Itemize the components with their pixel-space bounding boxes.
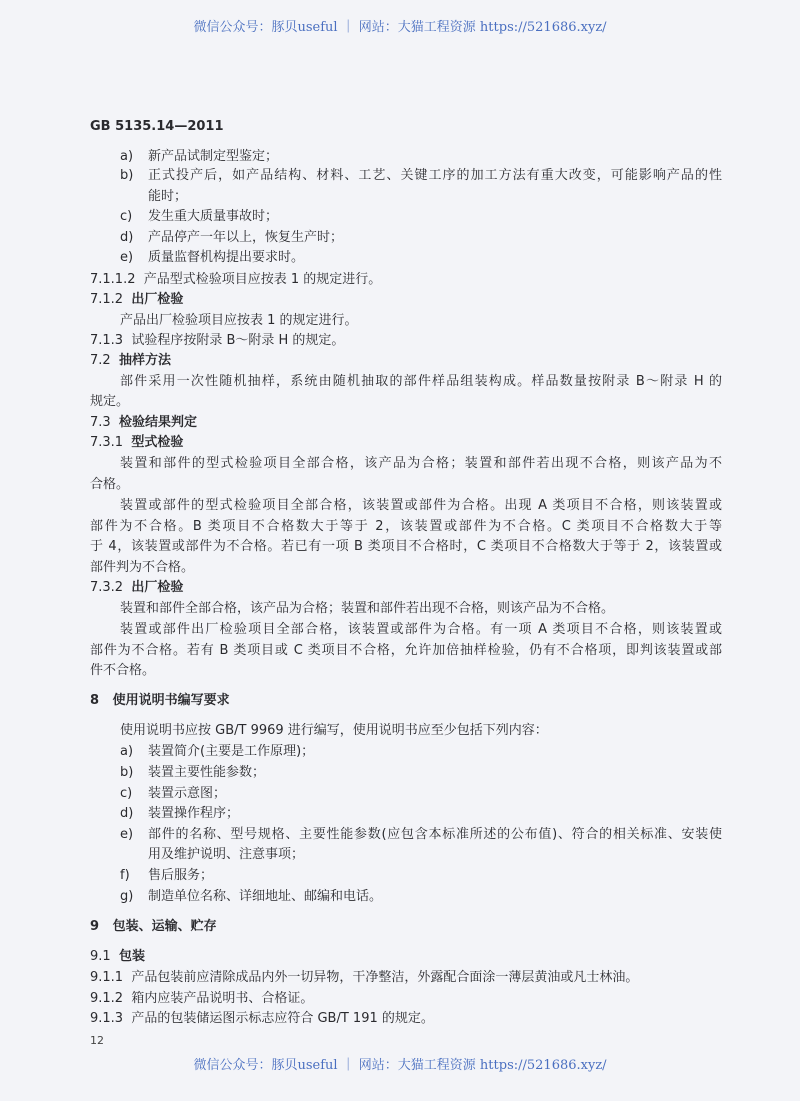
clause-7-2 [90,352,171,370]
item-label: e) [120,827,134,842]
clause-7-3 [90,414,197,432]
paragraph: 使用说明书应按 GB/T 9969 进行编写，使用说明书应至少包括下列内容： [120,723,548,738]
clause-title: 检验结果判定 [118,415,197,430]
item-label: d) [120,230,134,245]
section-8 [90,692,230,710]
clause-number: 7.1.2 [90,292,124,307]
clause-number: 7.2 [90,353,111,368]
item-text: 制造单位名称、详细地址、邮编和电话。 [148,889,383,904]
paragraph-continued: 规定。 [90,394,130,409]
clause-7-1-3 [90,332,344,350]
item-text: 售后服务； [148,868,214,883]
section-title: 使用说明书编写要求 [112,693,230,708]
clause-text: 箱内应装产品说明书、合格证。 [131,991,314,1006]
item-label: b) [120,765,134,780]
paragraph: 产品出厂检验项目应按表 1 的规定进行。 [120,313,358,328]
item-text-continued: 能时； [148,189,188,204]
clause-title: 出厂检验 [131,580,184,595]
clause-text: 产品包装前应清除成品内外一切异物，干净整洁，外露配合面涂一薄层黄油或凡士林油。 [131,970,639,985]
paragraph: 装置或部件的型式检验项目全部合格，该装置或部件为合格。出现 A 类项目不合格，则该装置或 [120,498,722,513]
clause-7-1-2 [90,291,183,309]
clause-number: 7.1.1.2 [90,272,136,287]
paragraph: 装置和部件全部合格，该产品为合格；装置和部件若出现不合格，则该产品为不合格。 [120,601,615,616]
item-text: 质量监督机构提出要求时。 [148,250,305,265]
clause-text: 产品的包装储运图示标志应符合 GB/T 191 的规定。 [131,1011,434,1026]
paragraph-continued: 于 4，该装置或部件为不合格。若已有一项 B 类项目不合格时，C 类项目不合格数大于等于 2，该装置或 [90,539,722,554]
clause-number: 7.3 [90,415,111,430]
clause-title: 包装 [118,949,145,964]
section-title: 包装、运输、贮存 [112,919,217,934]
paragraph: 装置和部件的型式检验项目全部合格，该产品为合格；装置和部件若出现不合格，则该产品为不 [120,456,722,471]
document-code: GB 5135.14—2011 [90,119,224,134]
clause-9-1-2 [90,990,313,1008]
item-text: 产品停产一年以上，恢复生产时； [148,230,344,245]
clause-9-1-3 [90,1010,434,1028]
section-number: 8 [90,693,100,708]
item-label: e) [120,250,134,265]
clause-number: 9.1.1 [90,970,124,985]
item-label: c) [120,209,133,224]
clause-title: 型式检验 [131,435,184,450]
item-label: a) [120,744,134,759]
item-label: d) [120,806,134,821]
paragraph-continued: 部件为不合格。B 类项目不合格数大于等于 2，该装置或部件为不合格。C 类项目不合格数大于等 [90,519,722,534]
section-number: 9 [90,919,100,934]
paragraph-continued: 部件为不合格。若有 B 类项目或 C 类项目不合格，允许加倍抽样检验，仍有不合格项，即判该装置或部 [90,643,722,658]
paragraph: 部件采用一次性随机抽样，系统由随机抽取的部件样品组装构成。样品数量按附录 B～附录 H 的 [120,374,722,389]
clause-9-1 [90,948,145,966]
item-text: 装置操作程序； [148,806,240,821]
item-label: f) [120,868,130,883]
item-text: 发生重大质量事故时； [148,209,279,224]
item-label: c) [120,786,133,801]
item-text: 正式投产后，如产品结构、材料、工艺、关键工序的加工方法有重大改变，可能影响产品的性 [148,168,722,183]
clause-number: 7.1.3 [90,333,124,348]
item-label: b) [120,168,134,183]
clause-title: 出厂检验 [131,292,184,307]
clause-number: 9.1.3 [90,1011,124,1026]
clause-7-1-1-2 [90,271,381,289]
paragraph-continued: 部件判为不合格。 [90,560,195,575]
clause-number: 9.1.2 [90,991,124,1006]
paragraph: 装置或部件出厂检验项目全部合格，该装置或部件为合格。有一项 A 类项目不合格，则该装置或 [120,622,722,637]
clause-number: 9.1 [90,949,111,964]
clause-number: 7.3.2 [90,580,124,595]
clause-7-3-2 [90,579,183,597]
item-text: 部件的名称、型号规格、主要性能参数(应包含本标准所述的公布值)、符合的相关标准、安装使 [148,827,722,842]
watermark-footer: 微信公众号：豚贝useful ｜ 网站：大猫工程资源 https://521686.xyz/ [193,1058,607,1073]
clause-7-3-1 [90,434,183,452]
item-text-continued: 用及维护说明、注意事项； [148,847,305,862]
clause-text: 产品型式检验项目应按表 1 的规定进行。 [143,272,382,287]
section-9 [90,918,217,936]
clause-text: 试验程序按附录 B～附录 H 的规定。 [131,333,345,348]
item-label: a) [120,149,134,164]
item-text: 装置简介(主要是工作原理)； [148,744,315,759]
item-text: 装置示意图； [148,786,227,801]
page-number: 12 [90,1034,104,1047]
clause-number: 7.3.1 [90,435,124,450]
paragraph-continued: 件不合格。 [90,663,156,678]
clause-title: 抽样方法 [118,353,171,368]
item-label: g) [120,889,134,904]
watermark-header: 微信公众号：豚贝useful ｜ 网站：大猫工程资源 https://521686.xyz/ [193,20,607,35]
paragraph-continued: 合格。 [90,477,130,492]
clause-9-1-1 [90,969,638,987]
item-text: 装置主要性能参数； [148,765,266,780]
item-text: 新产品试制定型鉴定； [148,149,279,164]
